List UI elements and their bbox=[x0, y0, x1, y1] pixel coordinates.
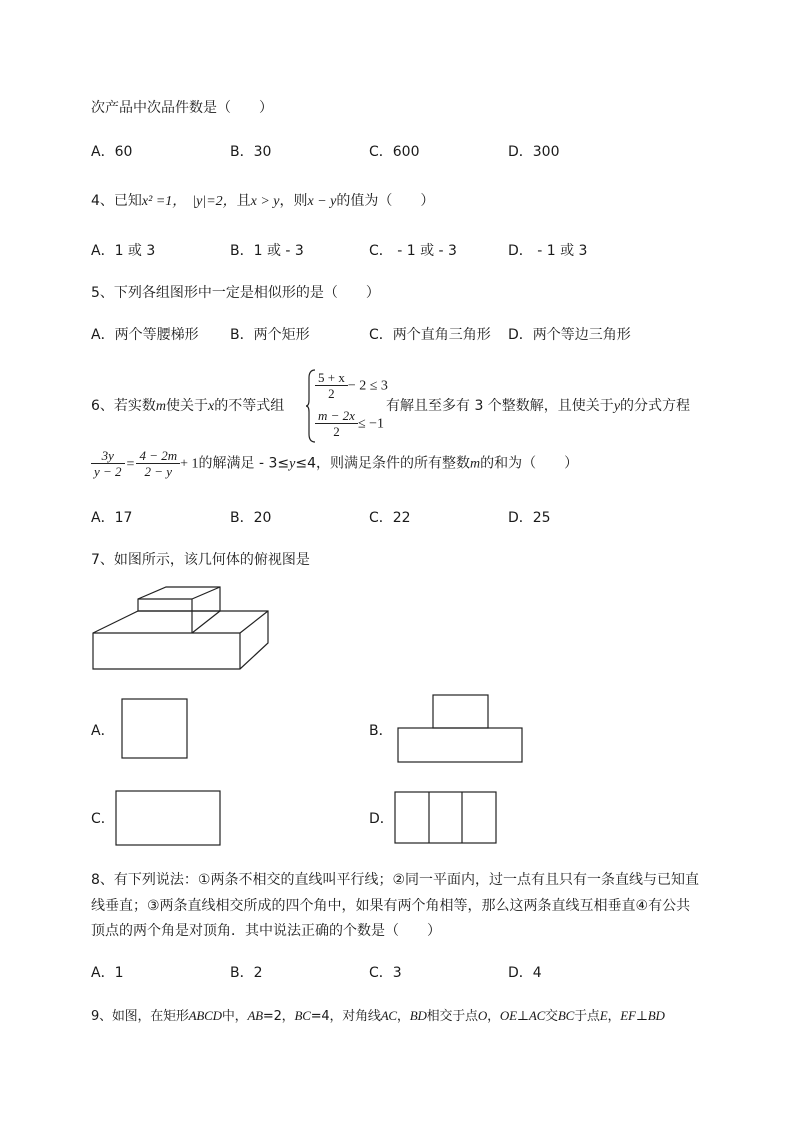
q6-inequality-1 bbox=[315, 370, 388, 401]
q6-option-d: D．25 bbox=[508, 510, 551, 526]
q9-i: 于点 bbox=[574, 1009, 600, 1024]
q6-line2-a: 的解满足 - 3≤ bbox=[198, 455, 290, 472]
q6-tail2: 的分式方程 bbox=[620, 398, 691, 414]
q6-var-y: y bbox=[613, 399, 621, 414]
q3-option-c: C．600 bbox=[369, 144, 420, 160]
q4-and: 且 bbox=[236, 193, 251, 209]
q9-bc: BC bbox=[294, 1008, 311, 1023]
q4-condition: x > y bbox=[250, 194, 280, 209]
q9-g: ， bbox=[487, 1009, 500, 1024]
q8-option-d: D．4 bbox=[508, 965, 542, 981]
q6-option-a: A．17 bbox=[91, 510, 133, 526]
q6-inequality-2 bbox=[315, 408, 384, 439]
q3-option-b: B．30 bbox=[230, 144, 272, 160]
q9-e-point: E bbox=[599, 1008, 608, 1023]
q6-ineq2-rest: ≤ −1 bbox=[357, 416, 385, 432]
q8-stem-line3: 顶点的两个角是对顶角．其中说法正确的个数是（ ） bbox=[91, 923, 441, 939]
q6-stem-line2 bbox=[91, 448, 578, 479]
q7-option-d-figure bbox=[394, 791, 498, 845]
q6-eq-right-denominator: 2 − y bbox=[144, 464, 173, 479]
q5-option-c: C．两个直角三角形 bbox=[369, 327, 491, 343]
q6-line2-b: ≤4，则满足条件的所有整数 bbox=[295, 455, 470, 472]
q3-stem: 次产品中次品件数是（ ） bbox=[91, 100, 273, 116]
q6-mid2: 的不等式组 bbox=[214, 398, 285, 414]
q6-ineq1-denominator: 2 bbox=[328, 386, 335, 401]
q7-stem: 7、如图所示，该几何体的俯视图是 bbox=[91, 552, 310, 568]
q9-d: =4，对角线 bbox=[310, 1009, 381, 1024]
q9-c: =2， bbox=[262, 1009, 295, 1024]
q6-eq-right-numerator: 4 − 2m bbox=[136, 448, 180, 464]
q9-abcd: ABCD bbox=[188, 1008, 222, 1023]
q4-option-a: A．1 或 3 bbox=[91, 243, 156, 259]
q7-option-a-figure bbox=[121, 698, 189, 760]
q9-bd: BD bbox=[409, 1008, 427, 1023]
q7-option-b-figure bbox=[397, 694, 524, 764]
q9-o: O bbox=[477, 1008, 488, 1023]
q6-option-c: C．22 bbox=[369, 510, 411, 526]
q8-option-a: A．1 bbox=[91, 965, 124, 981]
q7-option-d-label: D． bbox=[369, 811, 394, 827]
q6-var-x: x bbox=[208, 399, 215, 414]
q6-tail1: 有解且至多有 3 个整数解，且使关于 bbox=[386, 398, 614, 414]
q3-option-d: D．300 bbox=[508, 144, 560, 160]
q6-ineq1-rest: − 2 ≤ 3 bbox=[347, 378, 388, 394]
q6-ineq2-numerator: m − 2x bbox=[315, 408, 358, 424]
q9-ab: AB bbox=[247, 1008, 263, 1023]
q4-option-d: D． - 1 或 3 bbox=[508, 243, 588, 259]
q9-ef-bd: EF⊥BD bbox=[620, 1008, 665, 1023]
q4-expression: x − y bbox=[307, 194, 337, 209]
q4-option-b: B．1 或 - 3 bbox=[230, 243, 304, 259]
q6-ineq1-numerator: 5 + x bbox=[315, 370, 348, 386]
q6-prefix: 6、若实数 bbox=[91, 398, 156, 414]
q6-line2-m: m bbox=[469, 456, 481, 472]
q4-then: ，则 bbox=[279, 193, 308, 209]
q9-bc2: BC bbox=[557, 1008, 575, 1023]
q8-stem-line1: 8、有下列说法：①两条不相交的直线叫平行线；②同一平面内，过一点有且只有一条直线与已知直 bbox=[91, 872, 700, 888]
q9-stem bbox=[91, 1006, 665, 1027]
q6-eq-left-numerator: 3y bbox=[91, 448, 125, 464]
q9-f: 相交于点 bbox=[426, 1009, 478, 1024]
q9-h: 交 bbox=[545, 1009, 558, 1024]
q6-eq-plus-one: + 1 bbox=[180, 456, 199, 472]
q3-option-a: A．60 bbox=[91, 144, 133, 160]
q9-a: 9、如图，在矩形 bbox=[91, 1009, 189, 1024]
q9-e: ， bbox=[396, 1009, 410, 1024]
q8-stem-line2: 线垂直；③两条直线相交所成的四个角中，如果有两个角相等，那么这两条直线互相垂直④有公共 bbox=[91, 898, 691, 914]
q7-option-c-figure bbox=[115, 790, 222, 846]
q6-var-m: m bbox=[155, 399, 167, 414]
q6-stem-line1-tail bbox=[386, 396, 690, 417]
q4-tail: 的值为（ ） bbox=[336, 193, 435, 209]
q4-abs-y: |y|=2， bbox=[192, 194, 237, 209]
q8-option-b: B．2 bbox=[230, 965, 263, 981]
q6-option-b: B．20 bbox=[230, 510, 272, 526]
q7-option-c-label: C． bbox=[91, 811, 115, 827]
q9-j: ， bbox=[607, 1009, 621, 1024]
q6-eq-left-denominator: y − 2 bbox=[94, 464, 122, 479]
q4-stem bbox=[91, 191, 434, 212]
q5-option-a: A．两个等腰梯形 bbox=[91, 327, 199, 343]
q9-b: 中， bbox=[221, 1009, 248, 1024]
q4-x-squared: x² =1， bbox=[141, 194, 187, 209]
q4-option-c: C． - 1 或 - 3 bbox=[369, 243, 457, 259]
q6-line2-c: 的和为（ ） bbox=[480, 455, 579, 472]
q6-mid: 使关于 bbox=[166, 398, 209, 414]
q7-option-a-label: A． bbox=[91, 723, 115, 739]
q4-prefix: 4、已知 bbox=[91, 193, 142, 209]
q7-option-b-label: B． bbox=[369, 723, 393, 739]
q8-option-c: C．3 bbox=[369, 965, 402, 981]
q7-solid-figure bbox=[88, 583, 273, 673]
q5-option-d: D．两个等边三角形 bbox=[508, 327, 631, 343]
q6-ineq2-denominator: 2 bbox=[333, 424, 340, 439]
q5-stem: 5、下列各组图形中一定是相似形的是（ ） bbox=[91, 285, 380, 301]
q6-stem-line1 bbox=[91, 396, 284, 417]
q9-ac: AC bbox=[380, 1008, 397, 1023]
q9-oe-ac: OE⊥AC bbox=[499, 1008, 546, 1023]
q5-option-b: B．两个矩形 bbox=[230, 327, 310, 343]
q6-line2-y: y bbox=[289, 456, 296, 472]
q6-eq-equals: = bbox=[126, 456, 135, 472]
